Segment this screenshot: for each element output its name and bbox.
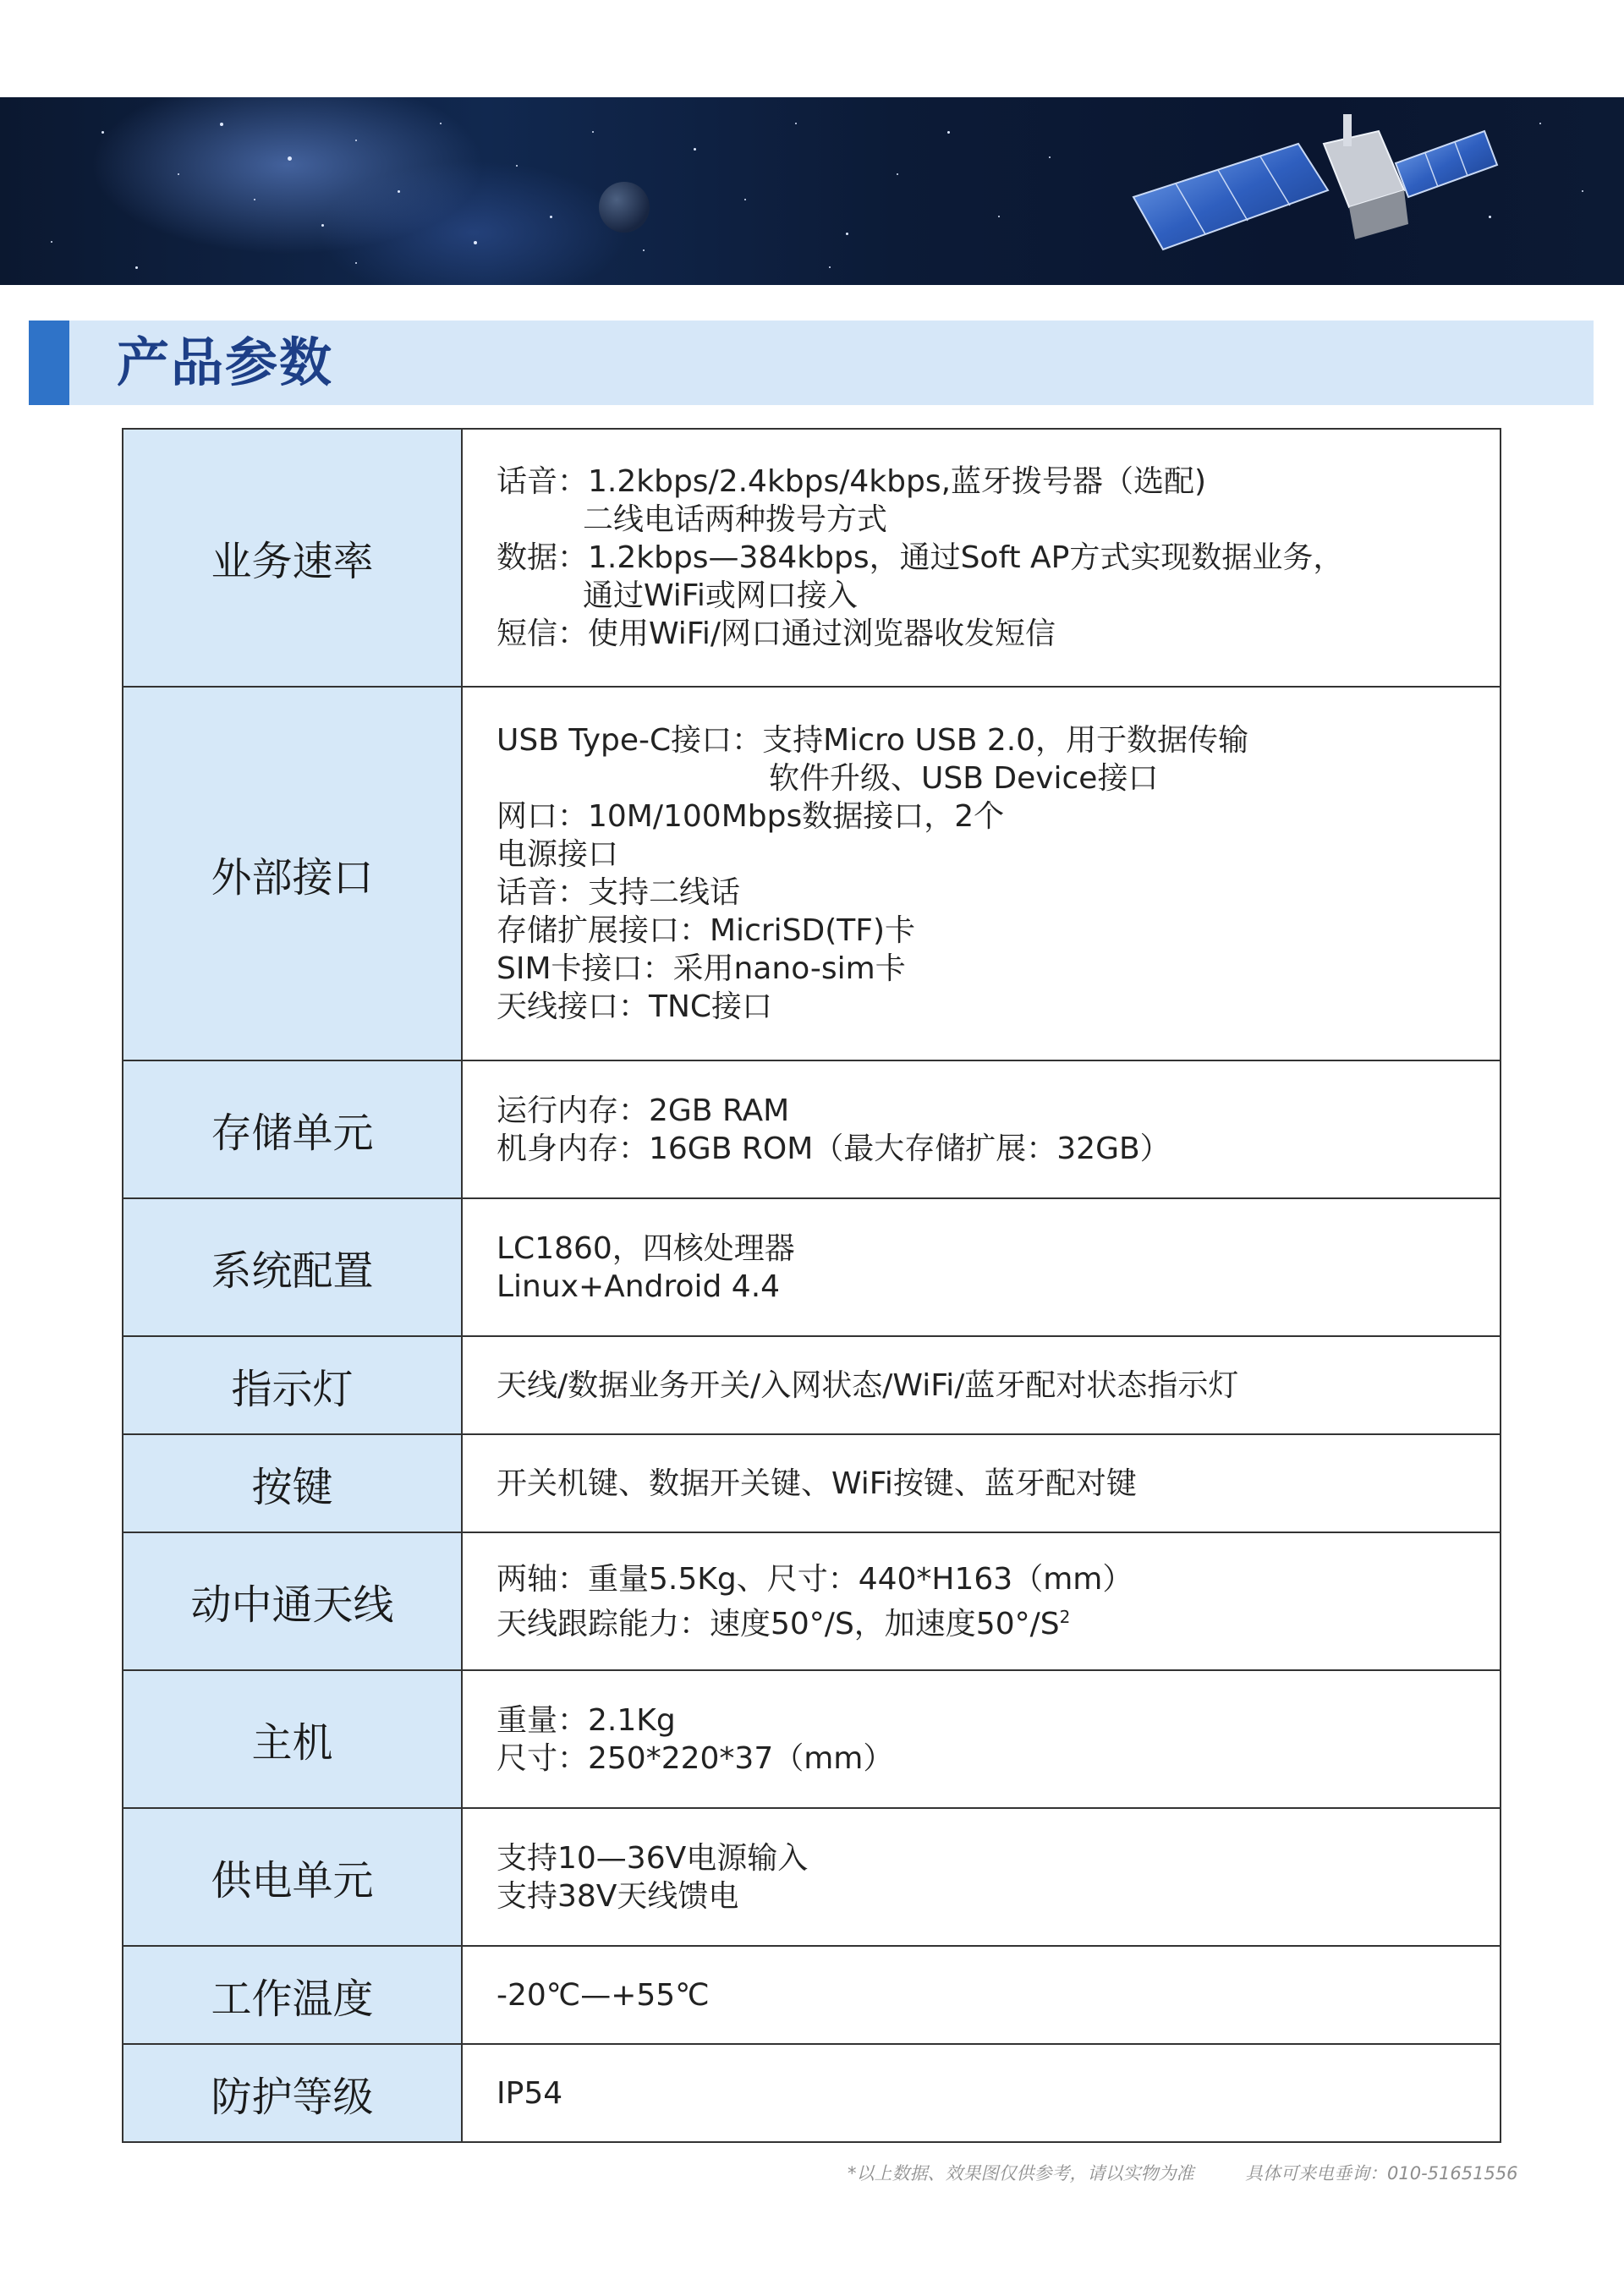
- star: [135, 266, 138, 269]
- star: [178, 173, 179, 175]
- spec-value-text: -20℃—+55℃: [497, 1977, 710, 2013]
- spec-value-line: [497, 501, 1500, 539]
- spec-table: [122, 428, 1501, 2143]
- spec-row: [123, 1434, 1501, 1532]
- star: [355, 262, 357, 264]
- spec-value-line: [497, 836, 1500, 874]
- spec-value-line: [497, 1839, 1500, 1877]
- star: [440, 123, 442, 124]
- spec-value-text: SIM卡接口：采用nano-sim卡: [497, 951, 906, 986]
- spec-value-text: 二线电话两种拨号方式: [583, 502, 888, 537]
- spec-value-text: 通过WiFi或网口接入: [583, 578, 858, 613]
- spec-value-line: [497, 1367, 1500, 1405]
- star: [254, 199, 255, 200]
- spec-value-text: 网口：10M/100Mbps数据接口，2个: [497, 799, 1005, 834]
- header-banner: [0, 97, 1624, 285]
- spec-value-text: Linux+Android 4.4: [497, 1269, 781, 1304]
- spec-value: [462, 1060, 1501, 1198]
- spec-value-text: 话音：支持二线话: [497, 875, 741, 910]
- spec-label: 供电单元: [123, 1808, 462, 1946]
- spec-value-text: 天线接口：TNC接口: [497, 989, 773, 1024]
- spec-value: [462, 1434, 1501, 1532]
- spec-value-line: [497, 950, 1500, 988]
- star: [220, 123, 223, 126]
- spec-value-line: [497, 1976, 1500, 2014]
- spec-value: [462, 1808, 1501, 1946]
- spec-value: [462, 1532, 1501, 1670]
- star: [829, 266, 831, 268]
- spec-value-text: 软件升级、USB Device接口: [769, 761, 1159, 796]
- spec-value-line: [497, 1877, 1500, 1915]
- star: [897, 173, 898, 175]
- spec-value-line: [497, 988, 1500, 1026]
- spec-value-text: 天线/数据业务开关/入网状态/WiFi/蓝牙配对状态指示灯: [497, 1367, 1239, 1403]
- spec-value-line: [497, 1598, 1500, 1643]
- spec-label: 按键: [123, 1434, 462, 1532]
- spec-value-line: [497, 1092, 1500, 1130]
- spec-value-text: LC1860，四核处理器: [497, 1230, 795, 1266]
- spec-value: [462, 2044, 1501, 2142]
- spec-label: 业务速率: [123, 429, 462, 687]
- spec-value-text: 运行内存：2GB RAM: [497, 1093, 790, 1128]
- spec-value: [462, 687, 1501, 1060]
- spec-label: 外部接口: [123, 687, 462, 1060]
- satellite-icon: [1125, 97, 1514, 285]
- spec-value-text: IP54: [497, 2075, 563, 2111]
- spec-value-text: 电源接口: [497, 837, 619, 872]
- spec-value-line: [497, 721, 1500, 759]
- star: [51, 241, 52, 243]
- star: [846, 233, 848, 235]
- spec-value-text: 两轴：重量5.5Kg、尺寸：440*H163（mm）: [497, 1561, 1133, 1597]
- spec-value-text: 支持38V天线馈电: [497, 1878, 739, 1914]
- spec-label: 工作温度: [123, 1946, 462, 2044]
- star: [998, 216, 1000, 217]
- star: [1539, 123, 1541, 124]
- spec-row: [123, 687, 1501, 1060]
- spec-row: [123, 1808, 1501, 1946]
- spec-value: [462, 1336, 1501, 1434]
- spec-value-text: 重量：2.1Kg: [497, 1702, 676, 1738]
- footer-contact: 具体可来电垂询：010-51651556: [1245, 2163, 1518, 2184]
- spec-label: 主机: [123, 1670, 462, 1808]
- star: [592, 131, 594, 133]
- spec-value-line: [497, 874, 1500, 912]
- star: [474, 241, 477, 244]
- spec-row: [123, 1060, 1501, 1198]
- star: [1049, 156, 1051, 158]
- spec-label: 指示灯: [123, 1336, 462, 1434]
- spec-row: [123, 1670, 1501, 1808]
- spec-label: 防护等级: [123, 2044, 462, 2142]
- spec-value-text: 开关机键、数据开关键、WiFi按键、蓝牙配对键: [497, 1466, 1137, 1501]
- spec-row: [123, 429, 1501, 687]
- star: [398, 190, 400, 193]
- spec-value-text: 数据：1.2kbps—384kbps，通过Soft AP方式实现数据业务，: [497, 540, 1344, 575]
- star: [694, 148, 696, 151]
- star: [102, 131, 104, 134]
- spec-value-line: [497, 1740, 1500, 1778]
- section-header: [29, 321, 1594, 405]
- section-accent-bar: [29, 321, 69, 405]
- spec-value-line: [497, 2074, 1500, 2112]
- spec-value-line: [497, 1701, 1500, 1740]
- spec-value-line: [497, 1230, 1500, 1268]
- star: [516, 165, 518, 167]
- spec-value-text: 支持10—36V电源输入: [497, 1840, 809, 1876]
- section-title: 产品参数: [117, 332, 334, 393]
- spec-value-text: 存储扩展接口：MicriSD(TF)卡: [497, 913, 916, 948]
- star: [744, 199, 746, 200]
- planet-graphic: [599, 182, 650, 233]
- spec-row: [123, 1532, 1501, 1670]
- spec-value-line: [497, 463, 1500, 501]
- spec-value: [462, 1946, 1501, 2044]
- spec-value-line: [497, 1130, 1500, 1168]
- spec-value-text: USB Type-C接口：支持Micro USB 2.0，用于数据传输: [497, 723, 1249, 758]
- spec-label: 系统配置: [123, 1198, 462, 1336]
- spec-value-text: 话音：1.2kbps/2.4kbps/4kbps,蓝牙拨号器（选配): [497, 464, 1207, 499]
- spec-value-line: [497, 912, 1500, 950]
- spec-value-line: [497, 1560, 1500, 1598]
- spec-value-line: [497, 797, 1500, 836]
- spec-value-text: 尺寸：250*220*37（mm）: [497, 1740, 894, 1776]
- spec-value-line: [497, 615, 1500, 653]
- spec-value-line: [497, 577, 1500, 615]
- spec-value-line: [497, 1465, 1500, 1503]
- star: [355, 140, 357, 141]
- spec-row: [123, 2044, 1501, 2142]
- spec-row: [123, 1336, 1501, 1434]
- star: [288, 156, 292, 161]
- spec-value-line: [497, 1268, 1500, 1306]
- spec-row: [123, 1946, 1501, 2044]
- spec-value-text: 机身内存：16GB ROM（最大存储扩展：32GB）: [497, 1131, 1171, 1166]
- star: [643, 249, 645, 251]
- spec-label: 存储单元: [123, 1060, 462, 1198]
- spec-value: [462, 1670, 1501, 1808]
- star: [550, 216, 552, 218]
- star: [321, 224, 324, 227]
- star: [1582, 190, 1583, 192]
- spec-value: [462, 429, 1501, 687]
- superscript: 2: [1059, 1606, 1071, 1627]
- footer-disclaimer: *以上数据、效果图仅供参考，请以实物为准: [848, 2163, 1194, 2184]
- spec-label: 动中通天线: [123, 1532, 462, 1670]
- spec-value-line: [497, 539, 1500, 577]
- spec-value: [462, 1198, 1501, 1336]
- star: [947, 131, 950, 134]
- spec-value-line: [497, 759, 1500, 797]
- spec-row: [123, 1198, 1501, 1336]
- spec-value-text: 天线跟踪能力：速度50°/S，加速度50°/S: [497, 1606, 1060, 1641]
- star: [795, 123, 797, 124]
- spec-value-text: 短信：使用WiFi/网口通过浏览器收发短信: [497, 616, 1056, 651]
